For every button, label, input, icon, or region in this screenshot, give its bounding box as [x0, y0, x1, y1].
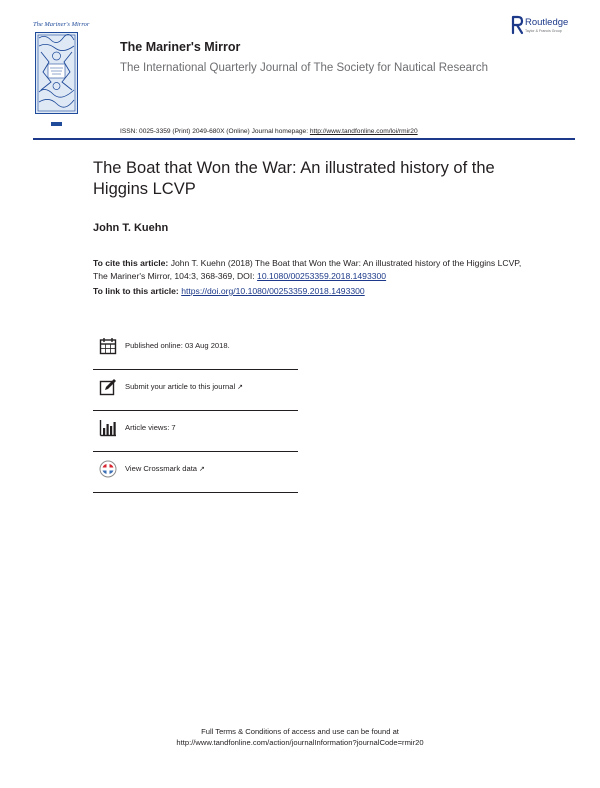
crossmark-link[interactable]: [125, 464, 205, 473]
external-link-icon: ↗: [199, 466, 205, 473]
list-item-crossmark[interactable]: [93, 452, 298, 493]
issn-text: ISSN: 0025-3359 (Print) 2049-680X (Online) Journal homepage:: [120, 128, 309, 135]
terms-text: Full Terms & Conditions of access and use can be found at: [201, 727, 399, 736]
edit-icon: [99, 378, 117, 396]
submit-article-label: Submit your article to this journal: [125, 382, 236, 391]
citation-block: [93, 257, 523, 282]
journal-cover: [33, 20, 90, 135]
submit-article-link[interactable]: [125, 382, 243, 391]
link-label: To link to this article:: [93, 286, 179, 296]
published-date: Published online: 03 Aug 2018.: [125, 341, 230, 350]
list-item-published: [93, 329, 298, 370]
routledge-r-icon: [511, 16, 523, 34]
article-views: Article views: 7: [125, 423, 176, 432]
article-link-block: [93, 286, 365, 296]
journal-subtitle: The International Quarterly Journal of The Society for Nautical Research: [120, 62, 488, 74]
crossmark-label: View Crossmark data: [125, 464, 198, 473]
external-link-icon: ↗: [237, 384, 244, 391]
article-info-list: [93, 329, 298, 493]
crossmark-icon: [99, 460, 117, 478]
citation-label: To cite this article:: [93, 258, 169, 268]
citation-text: John T. Kuehn (2018) The Boat that Won the War: An illustrated history of the Higgins LCVP, The Mariner's Mirror, 104:3, 368-369, DOI:: [93, 258, 522, 281]
publisher-logo[interactable]: [511, 16, 591, 46]
journal-homepage-link[interactable]: http://www.tandfonline.com/loi/rmir20: [309, 128, 418, 135]
terms-footer: [0, 726, 600, 748]
journal-name: The Mariner's Mirror: [120, 40, 241, 54]
header-divider: [33, 138, 575, 140]
issn-line: [120, 128, 418, 135]
citation-doi-link[interactable]: 10.1080/00253359.2018.1493300: [257, 270, 387, 281]
list-item-submit[interactable]: [93, 370, 298, 411]
cover-illustration: [35, 32, 78, 114]
cover-title: The Mariner's Mirror: [33, 21, 90, 28]
terms-link[interactable]: http://www.tandfonline.com/action/journalInformation?journalCode=rmir20: [176, 738, 424, 747]
article-title: The Boat that Won the War: An illustrated history of the Higgins LCVP: [93, 159, 495, 198]
list-item-views: [93, 411, 298, 452]
calendar-icon: [99, 337, 117, 355]
cover-publisher-mark: [33, 121, 80, 127]
bar-chart-icon: [99, 419, 117, 437]
article-author: John T. Kuehn: [93, 222, 169, 234]
publisher-name: Routledge: [525, 17, 569, 28]
article-doi-link[interactable]: https://doi.org/10.1080/00253359.2018.1493300: [181, 286, 365, 296]
publisher-tagline: Taylor & Francis Group: [525, 29, 562, 33]
